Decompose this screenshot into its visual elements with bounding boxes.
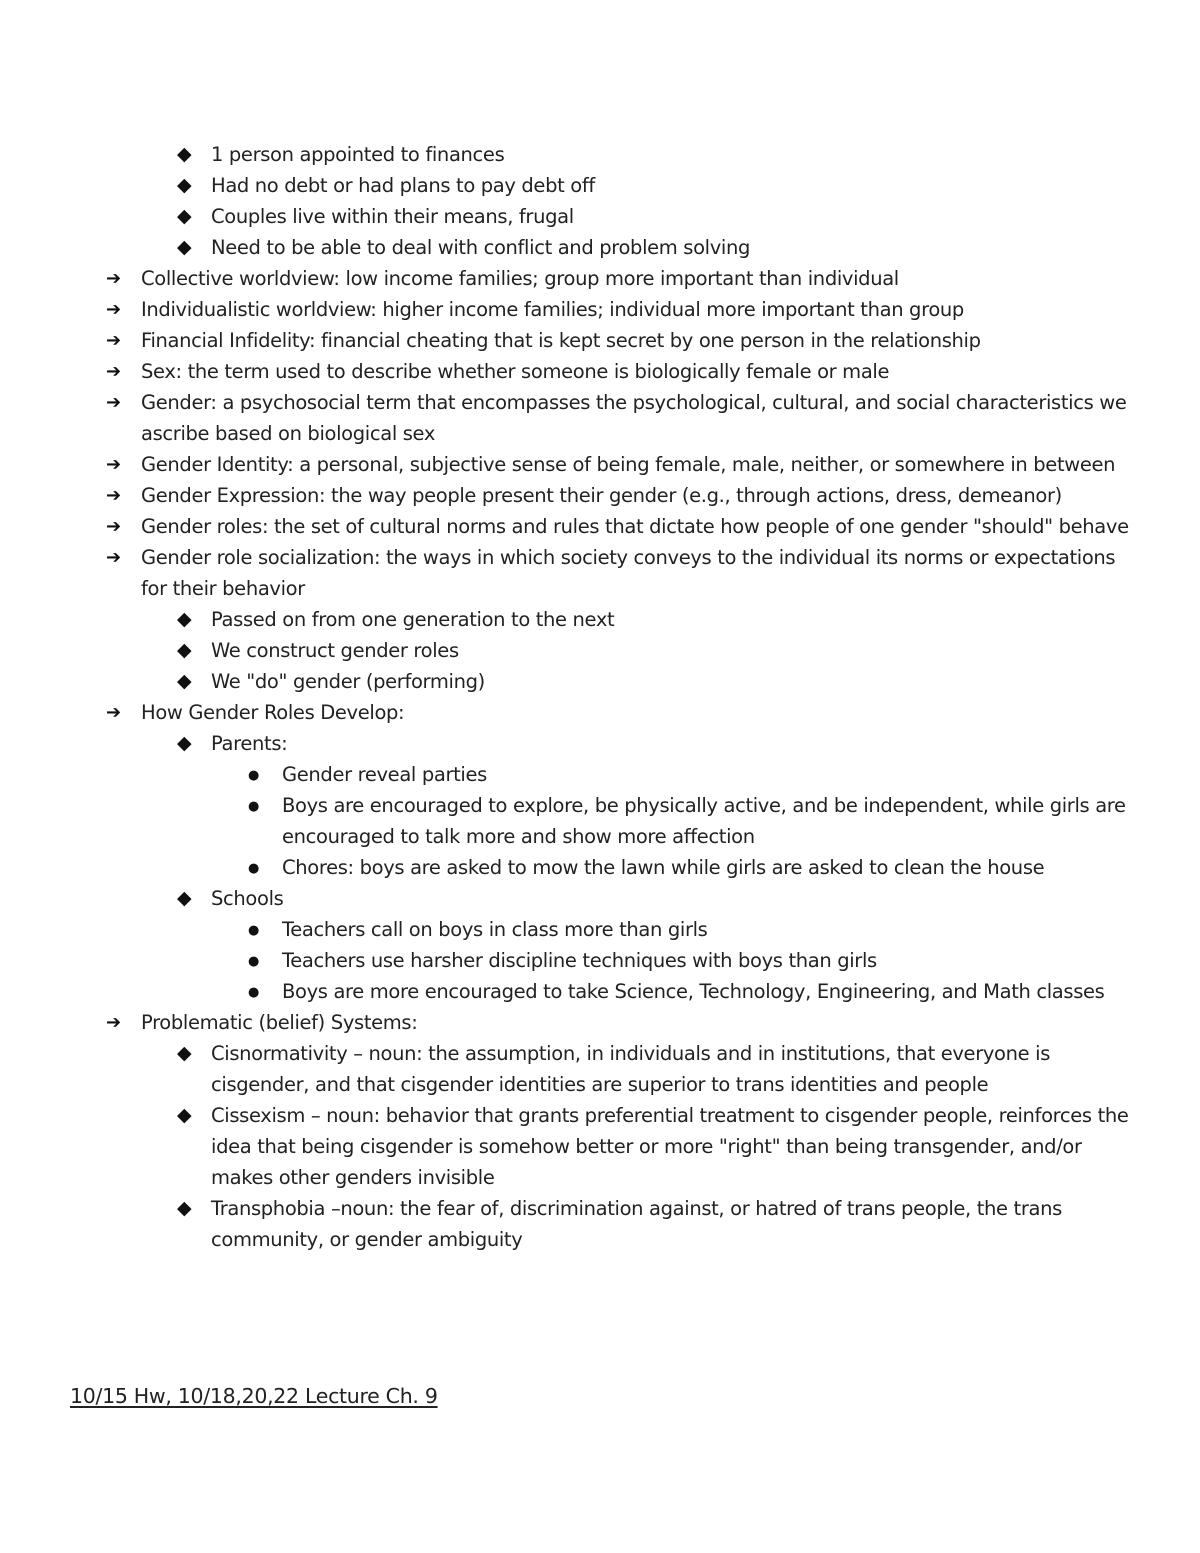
diamond-bullet-icon: ◆ xyxy=(177,205,192,227)
section-heading: 10/15 Hw, 10/18,20,22 Lecture Ch. 9 xyxy=(70,1384,438,1408)
diamond-bullet-icon: ◆ xyxy=(177,887,192,909)
list-item xyxy=(0,263,1200,294)
notes-list xyxy=(0,139,1200,1255)
list-item-text: Gender Expression: the way people present their gender (e.g., through actions, dress, demeanor) xyxy=(141,484,1062,507)
diamond-bullet-icon: ◆ xyxy=(177,143,192,165)
list-item-text: Gender: a psychosocial term that encompasses the psychological, cultural, and social characteristics we ascribe based on biological sex xyxy=(141,391,1127,445)
list-item-text: Schools xyxy=(211,887,284,910)
diamond-bullet-icon: ◆ xyxy=(177,236,192,258)
list-item-text: How Gender Roles Develop: xyxy=(141,701,405,724)
diamond-bullet-icon: ◆ xyxy=(177,1197,192,1219)
arrow-bullet-icon: ➔ xyxy=(106,702,121,723)
list-item-text: Financial Infidelity: financial cheating that is kept secret by one person in the relationship xyxy=(141,329,981,352)
diamond-bullet-icon: ◆ xyxy=(177,174,192,196)
diamond-bullet-icon: ◆ xyxy=(177,670,192,692)
list-item-text: Parents: xyxy=(211,732,288,755)
list-item xyxy=(0,1100,1200,1193)
dot-bullet-icon: ● xyxy=(248,954,259,969)
list-item xyxy=(0,914,1200,945)
arrow-bullet-icon: ➔ xyxy=(106,454,121,475)
arrow-bullet-icon: ➔ xyxy=(106,392,121,413)
list-item xyxy=(0,511,1200,542)
diamond-bullet-icon: ◆ xyxy=(177,732,192,754)
diamond-bullet-icon: ◆ xyxy=(177,608,192,630)
list-item xyxy=(0,976,1200,1007)
list-item xyxy=(0,666,1200,697)
list-item xyxy=(0,635,1200,666)
list-item-text: Individualistic worldview: higher income families; individual more important than group xyxy=(141,298,964,321)
list-item xyxy=(0,294,1200,325)
list-item-text: Transphobia –noun: the fear of, discrimination against, or hatred of trans people, the trans community, or gender ambiguity xyxy=(211,1197,1062,1251)
list-item xyxy=(0,728,1200,759)
list-item-text: Boys are encouraged to explore, be physically active, and be independent, while girls are encouraged to talk more and show more affection xyxy=(282,794,1126,848)
arrow-bullet-icon: ➔ xyxy=(106,330,121,351)
list-item xyxy=(0,1193,1200,1255)
arrow-bullet-icon: ➔ xyxy=(106,268,121,289)
list-item xyxy=(0,852,1200,883)
diamond-bullet-icon: ◆ xyxy=(177,1042,192,1064)
list-item xyxy=(0,325,1200,356)
list-item xyxy=(0,759,1200,790)
list-item xyxy=(0,170,1200,201)
list-item-text: Gender role socialization: the ways in which society conveys to the individual its norms or expectations for their behavior xyxy=(141,546,1116,600)
list-item-text: Sex: the term used to describe whether someone is biologically female or male xyxy=(141,360,890,383)
list-item-text: Gender roles: the set of cultural norms and rules that dictate how people of one gender "should" behave xyxy=(141,515,1129,538)
list-item xyxy=(0,480,1200,511)
list-item xyxy=(0,604,1200,635)
list-item xyxy=(0,449,1200,480)
dot-bullet-icon: ● xyxy=(248,768,259,783)
list-item xyxy=(0,697,1200,728)
dot-bullet-icon: ● xyxy=(248,923,259,938)
dot-bullet-icon: ● xyxy=(248,985,259,1000)
dot-bullet-icon: ● xyxy=(248,799,259,814)
arrow-bullet-icon: ➔ xyxy=(106,1012,121,1033)
list-item-text: Gender reveal parties xyxy=(282,763,487,786)
list-item-text: Couples live within their means, frugal xyxy=(211,205,574,228)
list-item-text: We "do" gender (performing) xyxy=(211,670,485,693)
list-item xyxy=(0,139,1200,170)
list-item xyxy=(0,232,1200,263)
list-item xyxy=(0,1038,1200,1100)
list-item-text: Cissexism – noun: behavior that grants preferential treatment to cisgender people, reinforces the idea that being cisgender is somehow better or more "right" than being transgender, and/or makes other genders invisible xyxy=(211,1104,1129,1189)
list-item-text: Cisnormativity – noun: the assumption, in individuals and in institutions, that everyone is cisgender, and that cisgender identities are superior to trans identities and people xyxy=(211,1042,1051,1096)
list-item-text: Passed on from one generation to the next xyxy=(211,608,615,631)
list-item-text: Chores: boys are asked to mow the lawn while girls are asked to clean the house xyxy=(282,856,1045,879)
diamond-bullet-icon: ◆ xyxy=(177,1104,192,1126)
list-item xyxy=(0,356,1200,387)
arrow-bullet-icon: ➔ xyxy=(106,485,121,506)
list-item-text: Gender Identity: a personal, subjective sense of being female, male, neither, or somewhere in between xyxy=(141,453,1116,476)
dot-bullet-icon: ● xyxy=(248,861,259,876)
list-item xyxy=(0,542,1200,604)
list-item-text: Collective worldview: low income families; group more important than individual xyxy=(141,267,899,290)
list-item-text: We construct gender roles xyxy=(211,639,459,662)
list-item xyxy=(0,387,1200,449)
list-item xyxy=(0,201,1200,232)
list-item-text: Need to be able to deal with conflict and problem solving xyxy=(211,236,751,259)
list-item xyxy=(0,945,1200,976)
arrow-bullet-icon: ➔ xyxy=(106,547,121,568)
list-item-text: Problematic (belief) Systems: xyxy=(141,1011,418,1034)
list-item-text: Teachers call on boys in class more than girls xyxy=(282,918,708,941)
arrow-bullet-icon: ➔ xyxy=(106,516,121,537)
list-item xyxy=(0,1007,1200,1038)
list-item xyxy=(0,790,1200,852)
list-item xyxy=(0,883,1200,914)
list-item-text: 1 person appointed to finances xyxy=(211,143,505,166)
arrow-bullet-icon: ➔ xyxy=(106,299,121,320)
arrow-bullet-icon: ➔ xyxy=(106,361,121,382)
diamond-bullet-icon: ◆ xyxy=(177,639,192,661)
list-item-text: Teachers use harsher discipline techniques with boys than girls xyxy=(282,949,877,972)
list-item-text: Had no debt or had plans to pay debt off xyxy=(211,174,595,197)
list-item-text: Boys are more encouraged to take Science, Technology, Engineering, and Math classes xyxy=(282,980,1105,1003)
